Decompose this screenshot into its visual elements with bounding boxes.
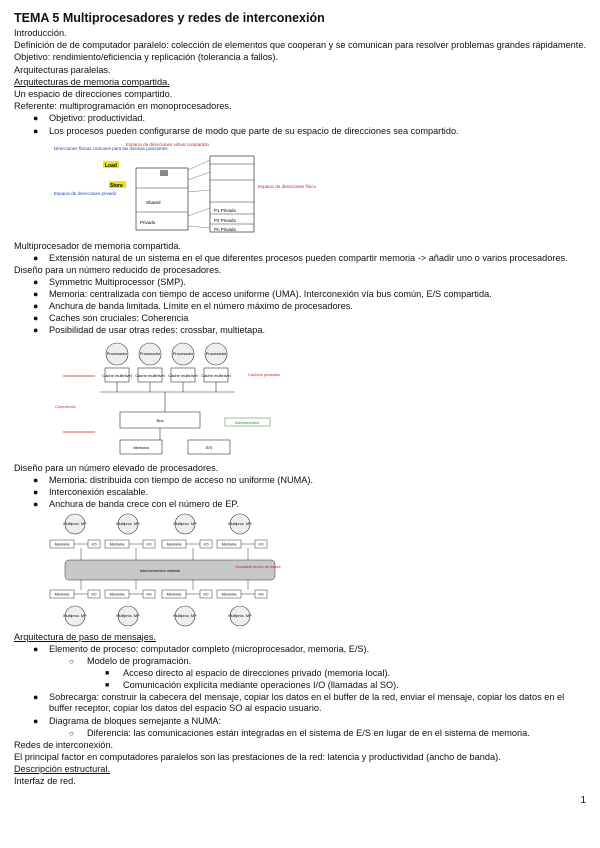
bullet-anchura-ep: Anchura de banda crece con el número de EP. <box>49 499 239 509</box>
mem-label: Memoria <box>133 445 149 450</box>
line-objetivo: Objetivo: rendimiento/eficiencia y replicación (tolerancia a fallos). <box>14 52 279 62</box>
bullet-elemento: Elemento de proceso: computador completo (microprocesador, memoria, E/S). <box>49 644 370 654</box>
bullet-icon: ● <box>33 253 39 263</box>
fig1-pa-1: P1 Privado <box>214 208 237 213</box>
line-dis-elev: Diseño para un número elevado de procesadores. <box>14 463 219 473</box>
bullet-diagrama: Diagrama de bloques semejante a NUMA: <box>49 716 222 726</box>
bullet-icon: ● <box>33 692 39 702</box>
fig2-label-right: Cache/s privada/s <box>248 372 281 377</box>
numa-mem-label: Memoria <box>166 542 182 547</box>
bullet-otras-redes: Posibilidad de usar otras redes: crossbar, multietapa. <box>49 325 266 335</box>
bullet-icon: ● <box>33 716 39 726</box>
numa-io-label: I/O <box>258 542 264 547</box>
bullet-icon: ● <box>33 313 39 323</box>
bullet-circle-icon: ○ <box>69 729 74 738</box>
fig1-shared: Shared <box>146 200 161 205</box>
smp-node-1 <box>102 343 131 382</box>
bullet-icon: ● <box>33 499 39 509</box>
smp-node-3 <box>168 343 197 382</box>
network-side-label: Escalable Ancho de banda <box>235 565 281 569</box>
bullet-icon: ● <box>33 289 39 299</box>
bullet-icon: ● <box>33 325 39 335</box>
bullet-anchura: Anchura de banda limitada. Límite en el número máximo de procesadores. <box>49 301 353 311</box>
line-redes: Redes de interconexión. <box>14 740 114 750</box>
numa-io-label: I/O <box>146 592 152 597</box>
smp-node-4 <box>201 343 230 382</box>
bullet-extension: Extensión natural de un sistema en el que diferentes procesos pueden compartir memoria -> añadir uno o varios procesadores. <box>49 253 568 263</box>
numa-mem-label: Memoria <box>166 592 182 597</box>
network-label: Interconnection network <box>139 569 181 573</box>
bullet-numa: Memoria: distribuida con tiempo de acceso no uniforme (NUMA). <box>49 475 313 485</box>
line-interfaz: Interfaz de red. <box>14 776 76 786</box>
heading-desc: Descripción estructural. <box>14 764 110 774</box>
numa-node-label: Multiproc. MP <box>116 614 140 618</box>
bullet-diferencia: Diferencia: las comunicaciones están integradas en el sistema de E/S en lugar de en el sistema de memoria. <box>87 728 530 738</box>
bullet-icon: ● <box>33 487 39 497</box>
bullet-square-icon: ■ <box>105 670 110 677</box>
bullet-icon: ● <box>33 277 39 287</box>
line-factor: El principal factor en computadores paralelos son las prestaciones de la red: latencia y productividad (ancho de banda). <box>14 752 501 762</box>
heading-arq-paso: Arquitectura de paso de mensajes. <box>14 632 156 642</box>
heading-arq-mem: Arquitecturas de memoria compartida. <box>14 77 170 87</box>
fig1-pa-2: P2 Privado <box>214 218 237 223</box>
bullet-icon: ● <box>33 301 39 311</box>
bullet-escalable: Interconexión escalable. <box>49 487 149 497</box>
cache-label: Cache multinivel <box>201 373 231 378</box>
numa-node-label: Multiproc. MP <box>173 614 197 618</box>
fig1-note-left: Direcciones físicas comunes para las mismas posiciones <box>54 146 168 151</box>
bullet-procesos: Los procesos pueden configurarse de modo que parte de su espacio de direcciones sea compartido. <box>49 126 459 136</box>
figure-numa-network <box>50 512 292 630</box>
smp-node-2 <box>135 343 164 382</box>
numa-io-label: I/O <box>146 542 152 547</box>
line-def: Definición de de computador paralelo: colección de elementos que cooperan y se comunican para resolver problemas grandes rápidamente. <box>14 40 587 50</box>
doc-title: TEMA 5 Multiprocesadores y redes de interconexión <box>14 11 325 25</box>
numa-node-label: Multiproc. MP <box>228 614 252 618</box>
numa-io-label: I/O <box>203 592 209 597</box>
line-dis-red: Diseño para un número reducido de procesadores. <box>14 265 222 275</box>
bullet-acceso: Acceso directo al espacio de direcciones privado (memoria local). <box>123 668 391 678</box>
proc-label: Procesador <box>139 351 161 356</box>
numa-node-label: Multiproc. MP <box>173 522 197 526</box>
fig1-private: Privado <box>140 220 156 225</box>
numa-mem-label: Memoria <box>54 592 70 597</box>
fig1-load: Load <box>105 163 117 169</box>
numa-mem-label: Memoria <box>54 542 70 547</box>
bullet-square-icon: ■ <box>105 682 110 689</box>
bullet-smp: Symmetric Multiprocessor (SMP). <box>49 277 186 287</box>
bullet-icon: ● <box>33 475 39 485</box>
bullet-icon: ● <box>33 644 39 654</box>
line-arq-par: Arquitecturas paralelas. <box>14 65 111 75</box>
numa-mem-label: Memoria <box>221 592 237 597</box>
bullet-icon: ● <box>33 126 39 136</box>
figure-shared-address-space <box>40 140 317 240</box>
fig1-pa-n: Pn Privado <box>214 227 237 232</box>
numa-node-label: Multiproc. MP <box>63 522 87 526</box>
bullet-objetivo: Objetivo: productividad. <box>49 113 146 123</box>
io-label: E/S <box>205 445 213 450</box>
bullet-comunicacion: Comunicación explícita mediante operaciones I/O (llamadas al SO). <box>123 680 399 690</box>
proc-label: Procesador <box>172 351 194 356</box>
bullet-uma: Memoria: centralizada con tiempo de acceso uniforme (UMA). Interconexión vía bus común, E/S compartida. <box>49 289 492 299</box>
numa-mem-label: Memoria <box>109 592 125 597</box>
bullet-modelo: Modelo de programación. <box>87 656 192 666</box>
bullet-icon: ● <box>33 113 39 123</box>
proc-label: Procesador <box>106 351 128 356</box>
numa-io-label: I/O <box>203 542 209 547</box>
cache-label: Cache multinivel <box>102 373 132 378</box>
fig1-note-top: Espacio de direcciones virtual compartido <box>126 142 210 147</box>
fig1-phys: Espacio de direcciones físico <box>258 184 317 189</box>
fig2-label-bus: Interconexión <box>234 420 260 425</box>
line-referente: Referente: multiprogramación en monoprocesadores. <box>14 101 232 111</box>
line-multi-mem: Multiprocesador de memoria compartida. <box>14 241 181 251</box>
bullet-sobrecarga: Sobrecarga: construir la cabecera del mensaje, copiar los datos en el buffer de la red, enviar el mensaje, copiar los datos en el buffer receptor, copiar los datos del espacio SO al espacio usuario. <box>49 692 565 713</box>
cache-label: Cache multinivel <box>168 373 198 378</box>
numa-node-label: Multiproc. MP <box>63 614 87 618</box>
bullet-circle-icon: ○ <box>69 657 74 666</box>
bullet-caches: Caches son cruciales: Coherencia <box>49 313 189 323</box>
numa-node-label: Multiproc. MP <box>116 522 140 526</box>
numa-node-label: Multiproc. MP <box>228 522 252 526</box>
fig1-note-left2: Espacio de direcciones privado <box>54 191 117 196</box>
numa-mem-label: Memoria <box>109 542 125 547</box>
intro-heading: Introducción. <box>14 28 67 38</box>
bus-label: Bus <box>156 418 164 423</box>
numa-io-label: I/O <box>91 592 97 597</box>
page-number: 1 <box>580 795 586 806</box>
numa-io-label: I/O <box>258 592 264 597</box>
proc-label: Procesador <box>205 351 227 356</box>
cache-label: Cache multinivel <box>135 373 165 378</box>
line-espacio: Un espacio de direcciones compartido. <box>14 89 173 99</box>
figure-smp-bus <box>55 340 280 458</box>
numa-io-label: I/O <box>91 542 97 547</box>
fig1-store: Store <box>110 183 123 189</box>
fig2-label-left: Coherencia <box>55 404 76 409</box>
numa-mem-label: Memoria <box>221 542 237 547</box>
